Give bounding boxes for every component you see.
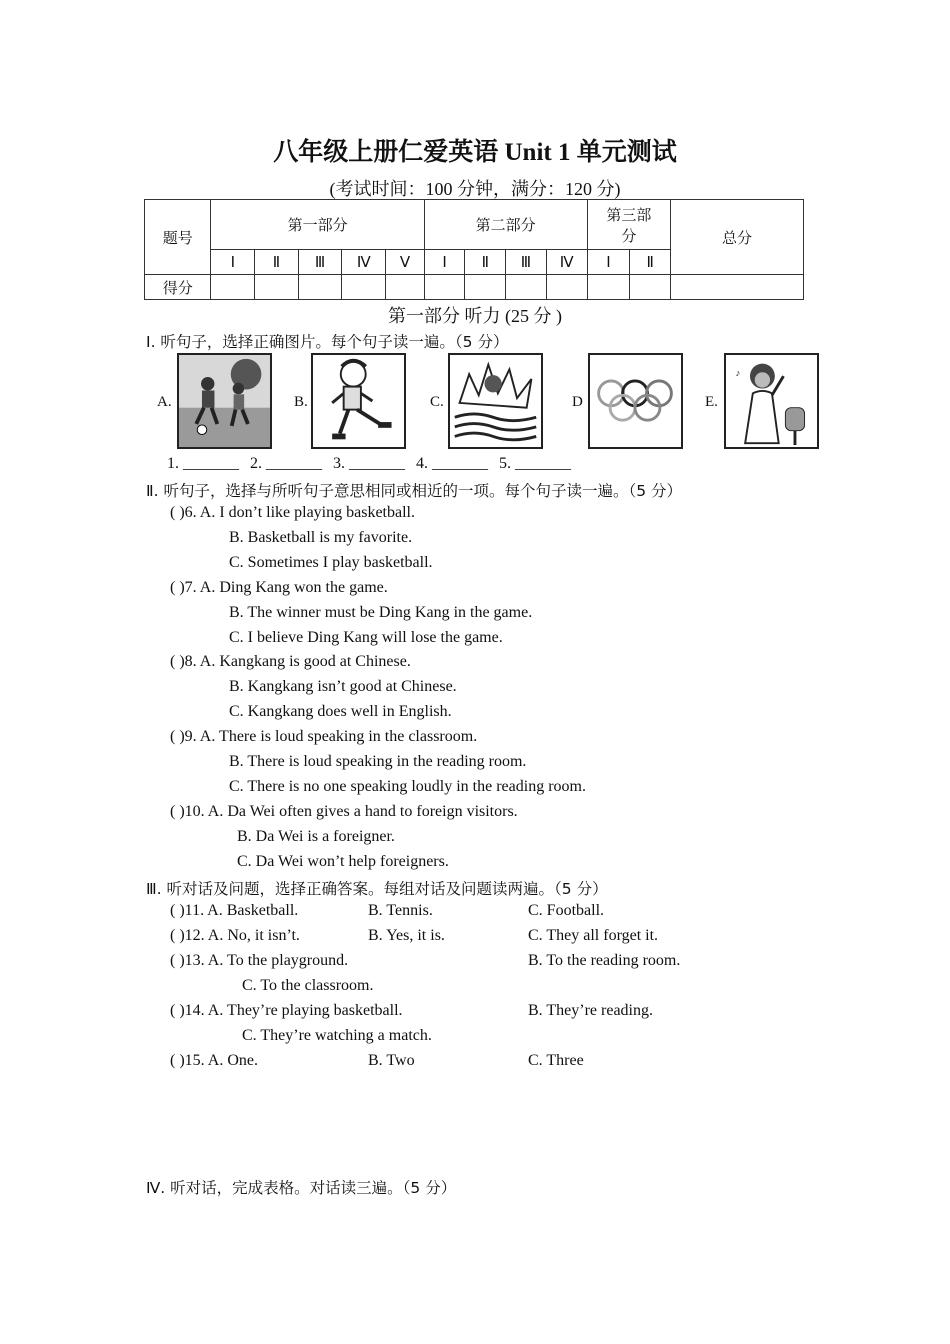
part1-col: Ⅰ bbox=[211, 250, 255, 275]
part2-header: 第二部分 bbox=[424, 200, 587, 250]
total-header: 总分 bbox=[671, 200, 804, 275]
question-number-label: 题号 bbox=[145, 200, 211, 275]
q11-option-c: C. Football. bbox=[528, 902, 605, 919]
q6-stem: ( )6. A. I don’t like playing basketball. bbox=[170, 504, 415, 521]
score-cell[interactable] bbox=[546, 275, 587, 300]
q6-option-c: C. Sometimes I play basketball. bbox=[229, 554, 433, 571]
part1-col: Ⅳ bbox=[342, 250, 386, 275]
q11-option-b: B. Tennis. bbox=[368, 902, 433, 919]
score-table bbox=[144, 199, 804, 300]
score-cell[interactable] bbox=[630, 275, 671, 300]
score-cell[interactable] bbox=[386, 275, 425, 300]
q13-option-b: B. To the reading room. bbox=[528, 952, 681, 969]
score-cell[interactable] bbox=[298, 275, 342, 300]
score-cell[interactable] bbox=[465, 275, 506, 300]
q8-option-b: B. Kangkang isn’t good at Chinese. bbox=[229, 678, 457, 695]
q12-option-b: B. Yes, it is. bbox=[368, 927, 445, 944]
total-score-cell[interactable] bbox=[671, 275, 804, 300]
score-row-label: 得分 bbox=[145, 275, 211, 300]
q2-instruction: Ⅱ. 听句子，选择与所听句子意思相同或相近的一项。每个句子读一遍。（5 分） bbox=[146, 482, 683, 500]
q14-option-a: ( )14. A. They’re playing basketball. bbox=[170, 1002, 403, 1019]
q12-option-c: C. They all forget it. bbox=[528, 927, 659, 944]
answer-blank-1[interactable]: 1. _______ bbox=[167, 455, 239, 472]
part2-col: Ⅳ bbox=[546, 250, 587, 275]
q1-answer-blanks bbox=[167, 455, 578, 473]
q8-stem: ( )8. A. Kangkang is good at Chinese. bbox=[170, 653, 411, 670]
q7-option-c: C. I believe Ding Kang will lose the game. bbox=[229, 629, 503, 646]
q15-option-c: C. Three bbox=[528, 1052, 584, 1069]
q12-option-a: ( )12. A. No, it isn’t. bbox=[170, 927, 300, 944]
score-cell[interactable] bbox=[211, 275, 255, 300]
part1-col: Ⅱ bbox=[255, 250, 299, 275]
q7-option-b: B. The winner must be Ding Kang in the game. bbox=[229, 604, 533, 621]
part1-col: Ⅲ bbox=[298, 250, 342, 275]
q4-instruction: Ⅳ. 听对话，完成表格。对话读三遍。（5 分） bbox=[146, 1179, 457, 1197]
soccer-players-picture bbox=[177, 353, 272, 449]
singer-picture bbox=[724, 353, 819, 449]
part2-col: Ⅲ bbox=[506, 250, 547, 275]
picture-label-a: A. bbox=[157, 394, 172, 410]
picture-label-b: B. bbox=[294, 394, 308, 410]
score-cell[interactable] bbox=[255, 275, 299, 300]
part3-col: Ⅰ bbox=[587, 250, 630, 275]
section1-heading: 第一部分 听力 (25 分 ) bbox=[388, 306, 562, 326]
q1-instruction: Ⅰ. 听句子，选择正确图片。每个句子读一遍。（5 分） bbox=[146, 333, 509, 351]
q9-stem: ( )9. A. There is loud speaking in the classroom. bbox=[170, 728, 478, 745]
q10-option-c: C. Da Wei won’t help foreigners. bbox=[237, 853, 449, 870]
answer-blank-4[interactable]: 4. _______ bbox=[416, 455, 488, 472]
picture-label-c: C. bbox=[430, 394, 444, 410]
svg-text:♪: ♪ bbox=[735, 368, 741, 380]
q10-option-b: B. Da Wei is a foreigner. bbox=[237, 828, 395, 845]
part2-col: Ⅰ bbox=[424, 250, 465, 275]
q3-instruction: Ⅲ. 听对话及问题，选择正确答案。每组对话及问题读两遍。（5 分） bbox=[146, 880, 608, 898]
q11-option-a: ( )11. A. Basketball. bbox=[170, 902, 299, 919]
q6-option-b: B. Basketball is my favorite. bbox=[229, 529, 413, 546]
q13-option-a: ( )13. A. To the playground. bbox=[170, 952, 349, 969]
q15-option-b: B. Two bbox=[368, 1052, 415, 1069]
score-cell[interactable] bbox=[506, 275, 547, 300]
part1-col: Ⅴ bbox=[386, 250, 425, 275]
q10-stem: ( )10. A. Da Wei often gives a hand to foreign visitors. bbox=[170, 803, 518, 820]
picture-label-e: E. bbox=[705, 394, 718, 410]
exam-info: (考试时间：100 分钟，满分：120 分) bbox=[329, 179, 621, 199]
answer-blank-2[interactable]: 2. _______ bbox=[250, 455, 322, 472]
score-cell[interactable] bbox=[342, 275, 386, 300]
q7-stem: ( )7. A. Ding Kang won the game. bbox=[170, 579, 388, 596]
answer-blank-3[interactable]: 3. _______ bbox=[333, 455, 405, 472]
part3-col: Ⅱ bbox=[630, 250, 671, 275]
q15-option-a: ( )15. A. One. bbox=[170, 1052, 258, 1069]
q9-option-c: C. There is no one speaking loudly in the reading room. bbox=[229, 778, 586, 795]
page-title: 八年级上册仁爱英语 Unit 1 单元测试 bbox=[273, 139, 677, 166]
q14-option-b: B. They’re reading. bbox=[528, 1002, 653, 1019]
q9-option-b: B. There is loud speaking in the reading room. bbox=[229, 753, 527, 770]
diving-picture bbox=[448, 353, 543, 449]
part2-col: Ⅱ bbox=[465, 250, 506, 275]
score-cell[interactable] bbox=[424, 275, 465, 300]
running-boy-picture bbox=[311, 353, 406, 449]
part3-header: 第三部分 bbox=[587, 200, 671, 250]
part1-header: 第一部分 bbox=[211, 200, 424, 250]
answer-blank-5[interactable]: 5. _______ bbox=[499, 455, 571, 472]
olympic-rings-picture bbox=[588, 353, 683, 449]
picture-label-d: D bbox=[572, 394, 583, 410]
q8-option-c: C. Kangkang does well in English. bbox=[229, 703, 452, 720]
q14-option-c: C. They’re watching a match. bbox=[242, 1027, 432, 1044]
score-cell[interactable] bbox=[587, 275, 630, 300]
q13-option-c: C. To the classroom. bbox=[242, 977, 374, 994]
